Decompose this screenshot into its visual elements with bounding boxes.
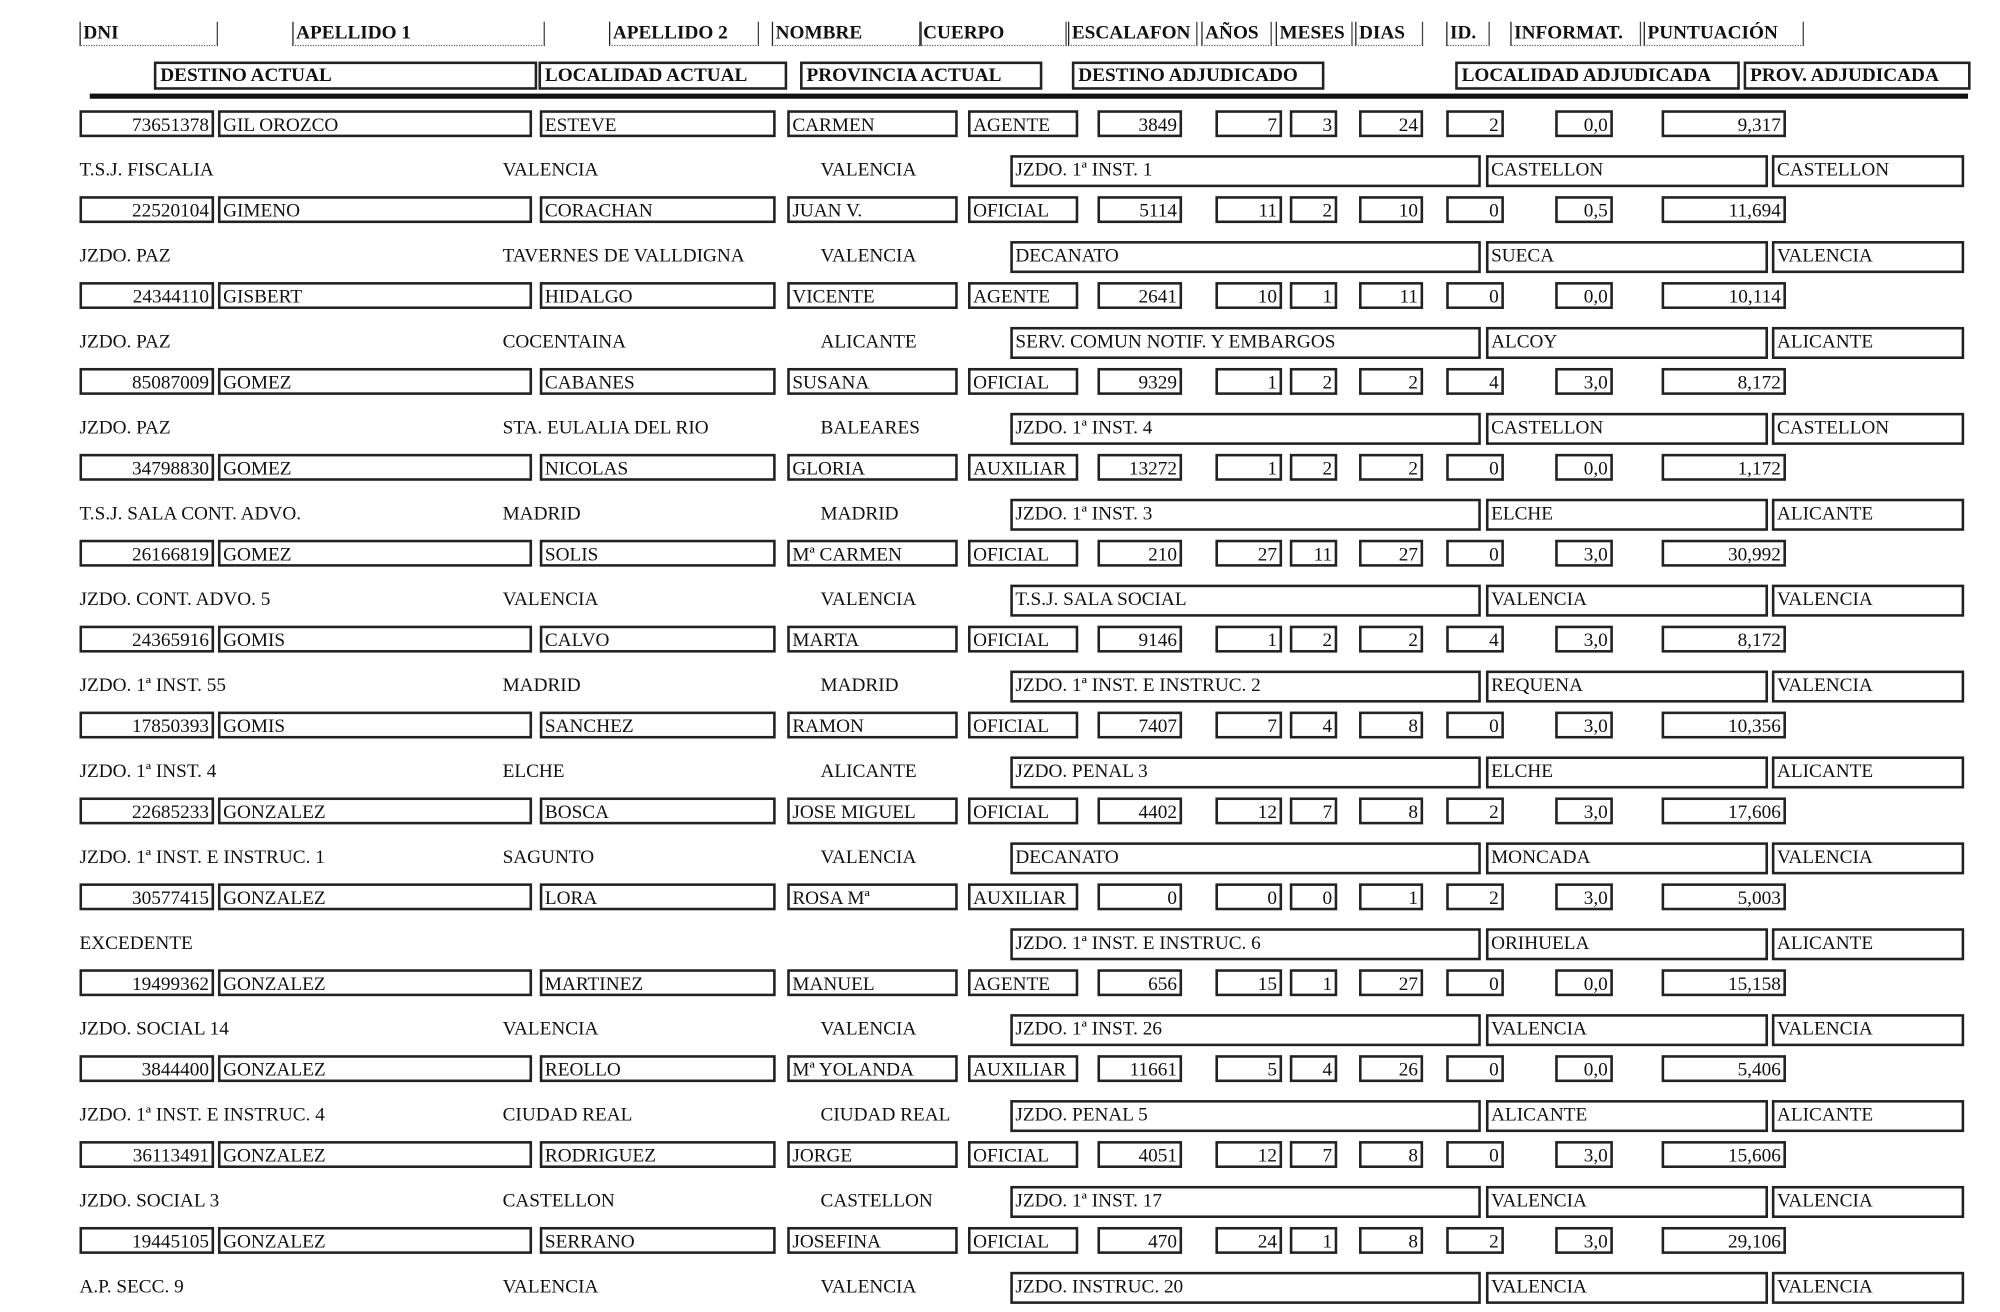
localidad-actual: CASTELLON — [502, 1191, 615, 1212]
provincia-actual: VALENCIA — [820, 246, 917, 267]
field-dias: 27 — [1359, 540, 1423, 567]
field-nombre: JOSEFINA — [787, 1227, 958, 1254]
destino-actual: JZDO. 1ª INST. E INSTRUC. 4 — [79, 1105, 325, 1126]
localidad-actual: VALENCIA — [502, 160, 599, 181]
field-dni: 3844400 — [79, 1055, 214, 1082]
field-ap1: GONZALEZ — [218, 1055, 532, 1082]
field-escalafon: 2641 — [1097, 282, 1182, 309]
field-ap2: HIDALGO — [540, 282, 776, 309]
field-meses: 2 — [1290, 626, 1337, 653]
localidad-adjudicada: ORIHUELA — [1486, 928, 1768, 960]
field-escalafon: 7407 — [1097, 712, 1182, 739]
header-col-3: NOMBRE — [772, 22, 922, 46]
field-anos: 5 — [1215, 1055, 1282, 1082]
localidad-adjudicada: ALICANTE — [1486, 1100, 1768, 1132]
field-dni: 22685233 — [79, 797, 214, 824]
provincia-actual: VALENCIA — [820, 1276, 917, 1298]
field-cuerpo: OFICIAL — [968, 626, 1078, 653]
provincia-adjudicada: ALICANTE — [1772, 928, 1964, 960]
field-nombre: JORGE — [787, 1141, 958, 1168]
field-ap2: ESTEVE — [540, 110, 776, 137]
field-id: 0 — [1446, 969, 1504, 996]
field-ap2: REOLLO — [540, 1055, 776, 1082]
field-id: 2 — [1446, 1227, 1504, 1254]
field-puntuacion: 30,992 — [1662, 540, 1786, 567]
field-ap1: GONZALEZ — [218, 1141, 532, 1168]
field-ap2: NICOLAS — [540, 454, 776, 481]
provincia-actual: VALENCIA — [820, 847, 917, 868]
field-informat: 3,0 — [1555, 797, 1613, 824]
field-nombre: MANUEL — [787, 969, 958, 996]
destino-actual: EXCEDENTE — [79, 933, 193, 954]
field-informat: 0,0 — [1555, 969, 1613, 996]
field-anos: 27 — [1215, 540, 1282, 567]
provincia-actual: BALEARES — [820, 417, 920, 439]
field-dias: 8 — [1359, 712, 1423, 739]
destino-actual: JZDO. PAZ — [79, 417, 171, 439]
field-cuerpo: AGENTE — [968, 110, 1078, 137]
field-meses: 1 — [1290, 282, 1337, 309]
field-cuerpo: OFICIAL — [968, 797, 1078, 824]
field-ap1: GISBERT — [218, 282, 532, 309]
localidad-actual: VALENCIA — [502, 1276, 599, 1298]
field-dias: 1 — [1359, 883, 1423, 910]
localidad-adjudicada: ELCHE — [1486, 756, 1768, 788]
field-puntuacion: 9,317 — [1662, 110, 1786, 137]
field-cuerpo: AUXILIAR — [968, 1055, 1078, 1082]
field-dni: 34798830 — [79, 454, 214, 481]
header-col-8: DIAS — [1355, 22, 1423, 46]
field-puntuacion: 5,003 — [1662, 883, 1786, 910]
field-anos: 15 — [1215, 969, 1282, 996]
provincia-adjudicada: ALICANTE — [1772, 327, 1964, 359]
destino-adjudicado: JZDO. 1ª INST. 17 — [1010, 1186, 1481, 1218]
field-informat: 3,0 — [1555, 712, 1613, 739]
field-meses: 4 — [1290, 712, 1337, 739]
localidad-actual: COCENTAINA — [502, 332, 627, 353]
provincia-actual: CASTELLON — [820, 1191, 933, 1212]
field-meses: 1 — [1290, 1227, 1337, 1254]
localidad-adjudicada: ELCHE — [1486, 499, 1768, 531]
destino-actual: JZDO. PAZ — [79, 332, 171, 353]
destino-actual: JZDO. 1ª INST. E INSTRUC. 1 — [79, 847, 325, 868]
field-id: 0 — [1446, 1141, 1504, 1168]
header-col-10: INFORMAT. — [1510, 22, 1641, 46]
field-anos: 11 — [1215, 196, 1282, 223]
field-puntuacion: 8,172 — [1662, 368, 1786, 395]
field-cuerpo: OFICIAL — [968, 368, 1078, 395]
field-dias: 2 — [1359, 368, 1423, 395]
field-id: 0 — [1446, 1055, 1504, 1082]
destino-adjudicado: JZDO. 1ª INST. E INSTRUC. 6 — [1010, 928, 1481, 960]
field-escalafon: 0 — [1097, 883, 1182, 910]
header-field-2: PROVINCIA ACTUAL — [800, 62, 1042, 90]
field-escalafon: 5114 — [1097, 196, 1182, 223]
field-id: 0 — [1446, 712, 1504, 739]
field-anos: 12 — [1215, 797, 1282, 824]
provincia-actual: MADRID — [820, 503, 899, 525]
field-dias: 26 — [1359, 1055, 1423, 1082]
field-anos: 10 — [1215, 282, 1282, 309]
localidad-adjudicada: MONCADA — [1486, 842, 1768, 874]
destino-adjudicado: SERV. COMUN NOTIF. Y EMBARGOS — [1010, 327, 1481, 359]
field-informat: 0,5 — [1555, 196, 1613, 223]
field-meses: 3 — [1290, 110, 1337, 137]
provincia-adjudicada: VALENCIA — [1772, 1186, 1964, 1218]
field-nombre: VICENTE — [787, 282, 958, 309]
localidad-actual: MADRID — [502, 503, 581, 525]
field-informat: 0,0 — [1555, 282, 1613, 309]
field-ap1: GOMEZ — [218, 368, 532, 395]
localidad-adjudicada: REQUENA — [1486, 671, 1768, 703]
header-col-4: CUERPO — [919, 22, 1066, 46]
provincia-actual: MADRID — [820, 675, 899, 697]
localidad-actual: VALENCIA — [502, 589, 599, 611]
field-puntuacion: 8,172 — [1662, 626, 1786, 653]
localidad-actual: TAVERNES DE VALLDIGNA — [502, 246, 745, 267]
field-cuerpo: AUXILIAR — [968, 883, 1078, 910]
localidad-actual: ELCHE — [502, 761, 565, 783]
provincia-adjudicada: CASTELLON — [1772, 413, 1964, 445]
field-meses: 1 — [1290, 969, 1337, 996]
destino-adjudicado: JZDO. 1ª INST. 4 — [1010, 413, 1481, 445]
destino-adjudicado: JZDO. PENAL 3 — [1010, 756, 1481, 788]
field-anos: 24 — [1215, 1227, 1282, 1254]
field-dias: 11 — [1359, 282, 1423, 309]
field-meses: 2 — [1290, 454, 1337, 481]
field-dni: 22520104 — [79, 196, 214, 223]
field-escalafon: 4051 — [1097, 1141, 1182, 1168]
field-ap2: BOSCA — [540, 797, 776, 824]
provincia-adjudicada: CASTELLON — [1772, 155, 1964, 187]
field-anos: 1 — [1215, 368, 1282, 395]
field-anos: 12 — [1215, 1141, 1282, 1168]
provincia-adjudicada: VALENCIA — [1772, 1272, 1964, 1304]
destino-adjudicado: JZDO. 1ª INST. 3 — [1010, 499, 1481, 531]
field-id: 4 — [1446, 368, 1504, 395]
field-escalafon: 13272 — [1097, 454, 1182, 481]
field-meses: 11 — [1290, 540, 1337, 567]
localidad-adjudicada: ALCOY — [1486, 327, 1768, 359]
field-ap1: GOMEZ — [218, 454, 532, 481]
field-puntuacion: 11,694 — [1662, 196, 1786, 223]
localidad-actual: VALENCIA — [502, 1019, 599, 1040]
field-puntuacion: 10,114 — [1662, 282, 1786, 309]
field-meses: 2 — [1290, 368, 1337, 395]
field-ap1: GOMEZ — [218, 540, 532, 567]
localidad-adjudicada: SUECA — [1486, 241, 1768, 273]
field-nombre: CARMEN — [787, 110, 958, 137]
field-escalafon: 9329 — [1097, 368, 1182, 395]
destino-actual: JZDO. PAZ — [79, 246, 171, 267]
field-cuerpo: OFICIAL — [968, 1227, 1078, 1254]
field-nombre: Mª YOLANDA — [787, 1055, 958, 1082]
localidad-adjudicada: CASTELLON — [1486, 413, 1768, 445]
localidad-actual: CIUDAD REAL — [502, 1105, 633, 1126]
field-ap2: CABANES — [540, 368, 776, 395]
field-dni: 24344110 — [79, 282, 214, 309]
header-col-0: DNI — [79, 22, 217, 46]
header-field-0: DESTINO ACTUAL — [154, 62, 537, 90]
field-informat: 3,0 — [1555, 626, 1613, 653]
header-field-3: DESTINO ADJUDICADO — [1072, 62, 1325, 90]
localidad-actual: MADRID — [502, 675, 581, 697]
field-cuerpo: OFICIAL — [968, 1141, 1078, 1168]
destino-actual: JZDO. CONT. ADVO. 5 — [79, 589, 271, 611]
field-ap2: RODRIGUEZ — [540, 1141, 776, 1168]
destino-adjudicado: JZDO. INSTRUC. 20 — [1010, 1272, 1481, 1304]
field-informat: 3,0 — [1555, 368, 1613, 395]
field-meses: 7 — [1290, 1141, 1337, 1168]
field-escalafon: 9146 — [1097, 626, 1182, 653]
provincia-adjudicada: ALICANTE — [1772, 756, 1964, 788]
field-escalafon: 210 — [1097, 540, 1182, 567]
destino-actual: T.S.J. SALA CONT. ADVO. — [79, 503, 302, 525]
field-id: 2 — [1446, 883, 1504, 910]
field-ap2: MARTINEZ — [540, 969, 776, 996]
provincia-adjudicada: VALENCIA — [1772, 1014, 1964, 1046]
localidad-adjudicada: CASTELLON — [1486, 155, 1768, 187]
header-col-11: PUNTUACIÓN — [1644, 22, 1804, 46]
field-puntuacion: 5,406 — [1662, 1055, 1786, 1082]
provincia-adjudicada: VALENCIA — [1772, 671, 1964, 703]
field-dni: 26166819 — [79, 540, 214, 567]
header-divider — [90, 94, 1968, 99]
field-dni: 73651378 — [79, 110, 214, 137]
field-cuerpo: AGENTE — [968, 282, 1078, 309]
destino-actual: T.S.J. FISCALIA — [79, 160, 214, 181]
provincia-adjudicada: VALENCIA — [1772, 585, 1964, 617]
field-meses: 7 — [1290, 797, 1337, 824]
field-ap2: LORA — [540, 883, 776, 910]
header-field-1: LOCALIDAD ACTUAL — [538, 62, 787, 90]
field-dias: 2 — [1359, 454, 1423, 481]
field-dni: 36113491 — [79, 1141, 214, 1168]
field-nombre: ROSA Mª — [787, 883, 958, 910]
field-id: 0 — [1446, 282, 1504, 309]
destino-adjudicado: JZDO. 1ª INST. 1 — [1010, 155, 1481, 187]
field-dias: 24 — [1359, 110, 1423, 137]
field-anos: 1 — [1215, 626, 1282, 653]
field-dias: 2 — [1359, 626, 1423, 653]
field-nombre: MARTA — [787, 626, 958, 653]
field-ap2: CORACHAN — [540, 196, 776, 223]
destino-adjudicado: DECANATO — [1010, 241, 1481, 273]
destino-actual: JZDO. SOCIAL 3 — [79, 1191, 220, 1212]
field-ap1: GONZALEZ — [218, 1227, 532, 1254]
destino-adjudicado: JZDO. 1ª INST. E INSTRUC. 2 — [1010, 671, 1481, 703]
field-dias: 8 — [1359, 1227, 1423, 1254]
field-escalafon: 656 — [1097, 969, 1182, 996]
header-col-2: APELLIDO 2 — [609, 22, 759, 46]
field-ap2: SERRANO — [540, 1227, 776, 1254]
field-dni: 17850393 — [79, 712, 214, 739]
provincia-actual: ALICANTE — [820, 761, 917, 783]
header-col-6: AÑOS — [1201, 22, 1272, 46]
field-ap1: GONZALEZ — [218, 969, 532, 996]
field-puntuacion: 15,158 — [1662, 969, 1786, 996]
field-anos: 7 — [1215, 712, 1282, 739]
field-meses: 4 — [1290, 1055, 1337, 1082]
field-nombre: JOSE MIGUEL — [787, 797, 958, 824]
field-puntuacion: 29,106 — [1662, 1227, 1786, 1254]
field-anos: 7 — [1215, 110, 1282, 137]
field-puntuacion: 10,356 — [1662, 712, 1786, 739]
destino-adjudicado: T.S.J. SALA SOCIAL — [1010, 585, 1481, 617]
field-ap2: SOLIS — [540, 540, 776, 567]
field-anos: 1 — [1215, 454, 1282, 481]
localidad-adjudicada: VALENCIA — [1486, 1272, 1768, 1304]
header-col-9: ID. — [1446, 22, 1490, 46]
field-dias: 8 — [1359, 797, 1423, 824]
destino-adjudicado: DECANATO — [1010, 842, 1481, 874]
field-cuerpo: OFICIAL — [968, 540, 1078, 567]
field-id: 0 — [1446, 196, 1504, 223]
field-dni: 19499362 — [79, 969, 214, 996]
field-informat: 0,0 — [1555, 1055, 1613, 1082]
localidad-adjudicada: VALENCIA — [1486, 585, 1768, 617]
field-puntuacion: 1,172 — [1662, 454, 1786, 481]
field-anos: 0 — [1215, 883, 1282, 910]
field-id: 0 — [1446, 540, 1504, 567]
field-id: 2 — [1446, 797, 1504, 824]
provincia-adjudicada: VALENCIA — [1772, 842, 1964, 874]
header-field-5: PROV. ADJUDICADA — [1744, 62, 1971, 90]
header-col-7: MESES — [1276, 22, 1353, 46]
destino-adjudicado: JZDO. PENAL 5 — [1010, 1100, 1481, 1132]
field-ap2: SANCHEZ — [540, 712, 776, 739]
field-ap1: GOMIS — [218, 712, 532, 739]
destino-actual: JZDO. 1ª INST. 4 — [79, 761, 217, 783]
provincia-adjudicada: VALENCIA — [1772, 241, 1964, 273]
field-nombre: GLORIA — [787, 454, 958, 481]
field-puntuacion: 17,606 — [1662, 797, 1786, 824]
field-cuerpo: OFICIAL — [968, 196, 1078, 223]
field-dni: 30577415 — [79, 883, 214, 910]
field-nombre: RAMON — [787, 712, 958, 739]
field-nombre: SUSANA — [787, 368, 958, 395]
provincia-actual: VALENCIA — [820, 160, 917, 181]
localidad-adjudicada: VALENCIA — [1486, 1014, 1768, 1046]
field-meses: 2 — [1290, 196, 1337, 223]
field-nombre: Mª CARMEN — [787, 540, 958, 567]
field-id: 2 — [1446, 110, 1504, 137]
header-col-5: ESCALAFON — [1068, 22, 1197, 46]
provincia-adjudicada: ALICANTE — [1772, 499, 1964, 531]
field-informat: 3,0 — [1555, 1141, 1613, 1168]
field-dias: 27 — [1359, 969, 1423, 996]
field-ap1: GONZALEZ — [218, 883, 532, 910]
destino-actual: JZDO. SOCIAL 14 — [79, 1019, 229, 1040]
field-id: 0 — [1446, 454, 1504, 481]
provincia-actual: CIUDAD REAL — [820, 1105, 951, 1126]
header-col-1: APELLIDO 1 — [292, 22, 545, 46]
field-escalafon: 4402 — [1097, 797, 1182, 824]
destino-adjudicado: JZDO. 1ª INST. 26 — [1010, 1014, 1481, 1046]
localidad-actual: STA. EULALIA DEL RIO — [502, 417, 709, 439]
field-cuerpo: OFICIAL — [968, 712, 1078, 739]
field-ap1: GIL OROZCO — [218, 110, 532, 137]
field-ap1: GIMENO — [218, 196, 532, 223]
localidad-adjudicada: VALENCIA — [1486, 1186, 1768, 1218]
field-dias: 10 — [1359, 196, 1423, 223]
field-dni: 85087009 — [79, 368, 214, 395]
destino-actual: A.P. SECC. 9 — [79, 1276, 184, 1298]
header-field-4: LOCALIDAD ADJUDICADA — [1455, 62, 1740, 90]
field-puntuacion: 15,606 — [1662, 1141, 1786, 1168]
destino-actual: JZDO. 1ª INST. 55 — [79, 675, 227, 697]
field-ap2: CALVO — [540, 626, 776, 653]
field-dias: 8 — [1359, 1141, 1423, 1168]
localidad-actual: SAGUNTO — [502, 847, 595, 868]
field-escalafon: 3849 — [1097, 110, 1182, 137]
field-dni: 24365916 — [79, 626, 214, 653]
field-escalafon: 11661 — [1097, 1055, 1182, 1082]
field-informat: 3,0 — [1555, 883, 1613, 910]
field-ap1: GOMIS — [218, 626, 532, 653]
field-id: 4 — [1446, 626, 1504, 653]
provincia-actual: ALICANTE — [820, 332, 917, 353]
field-informat: 3,0 — [1555, 1227, 1613, 1254]
field-informat: 0,0 — [1555, 454, 1613, 481]
provincia-actual: VALENCIA — [820, 1019, 917, 1040]
field-meses: 0 — [1290, 883, 1337, 910]
provincia-adjudicada: ALICANTE — [1772, 1100, 1964, 1132]
field-informat: 3,0 — [1555, 540, 1613, 567]
field-dni: 19445105 — [79, 1227, 214, 1254]
field-ap1: GONZALEZ — [218, 797, 532, 824]
field-cuerpo: AGENTE — [968, 969, 1078, 996]
field-informat: 0,0 — [1555, 110, 1613, 137]
field-escalafon: 470 — [1097, 1227, 1182, 1254]
field-cuerpo: AUXILIAR — [968, 454, 1078, 481]
provincia-actual: VALENCIA — [820, 589, 917, 611]
field-nombre: JUAN V. — [787, 196, 958, 223]
